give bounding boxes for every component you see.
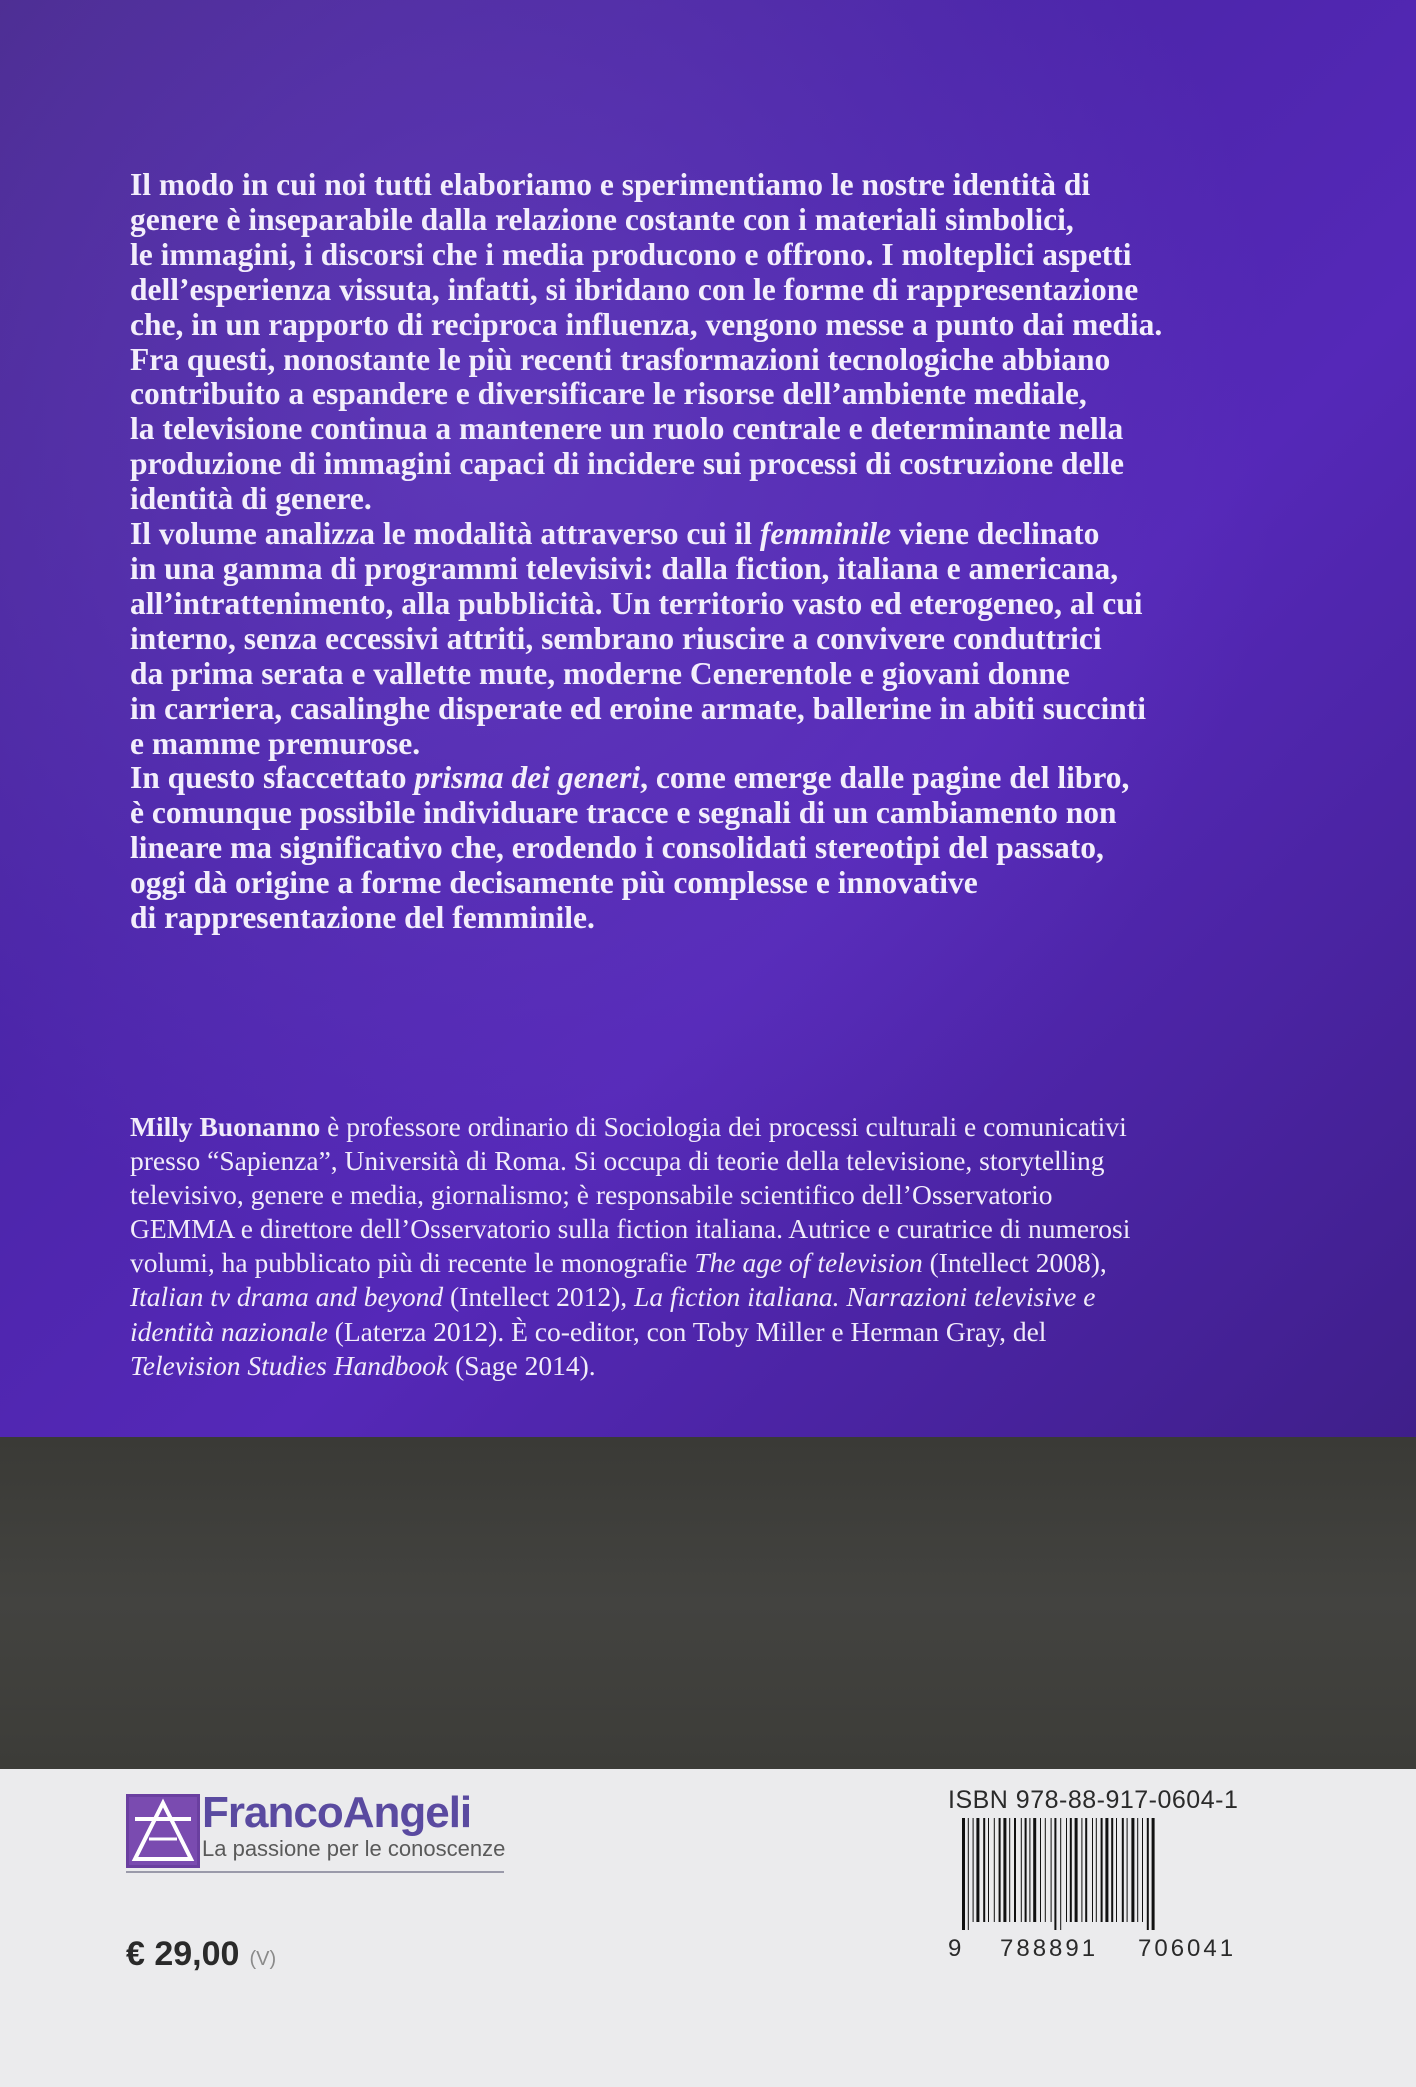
blurb-line: Il modo in cui noi tutti elaboriamo e sperimentiamo le nostre identità di: [130, 167, 1091, 202]
barcode-bar: [1127, 1818, 1128, 1922]
blurb: [130, 168, 1280, 936]
isbn-label: ISBN 978-88-917-0604-1: [948, 1786, 1239, 1814]
bio-text: (Sage 2014).: [448, 1349, 596, 1381]
barcode-bar: [1066, 1818, 1067, 1922]
barcode-digit-first: 9: [948, 1935, 962, 1962]
blurb-line: dell’esperienza vissuta, infatti, si ibridano con le forme di rappresentazione: [130, 271, 1139, 307]
barcode-bar: [973, 1818, 974, 1922]
barcode-bar: [999, 1818, 1001, 1922]
blurb-paragraph-1: [130, 168, 1280, 517]
blurb-line: all’intrattenimento, alla pubblicità. Un territorio vasto ed eterogeneo, al cui: [130, 585, 1143, 621]
barcode-bar: [962, 1818, 965, 1930]
book-title: Television Studies Handbook: [130, 1349, 449, 1381]
blurb-line: Fra questi, nonostante le più recenti trasformazioni tecnologiche abbiano: [130, 341, 1111, 377]
barcode-bar: [1025, 1818, 1027, 1922]
blurb-line: contribuito a espandere e diversificare le risorse dell’ambiente mediale,: [130, 376, 1087, 412]
publisher-logo: [126, 1788, 506, 1874]
bio-line: presso “Sapienza”, Università di Roma. Si occupa di teorie della televisione, storytelling: [130, 1145, 1105, 1177]
barcode-bar: [1111, 1818, 1113, 1922]
blurb-text: viene declinato: [891, 516, 1100, 552]
blurb-line: le immagini, i discorsi che i media producono e offrono. I molteplici aspetti: [130, 236, 1132, 272]
barcode-bar: [1070, 1818, 1072, 1922]
bio-line: [130, 1246, 1290, 1280]
bio-text: volumi, ha pubblicato più di recente le monografie: [130, 1247, 695, 1279]
price: [126, 1935, 276, 1974]
barcode-digits-left: 788891: [1000, 1935, 1099, 1962]
barcode-bar: [983, 1818, 985, 1922]
blurb-emphasis: prisma dei generi: [414, 760, 641, 796]
book-title: identità nazionale: [130, 1315, 328, 1347]
barcode-bar: [1152, 1818, 1155, 1930]
blurb-line: [130, 517, 1280, 552]
barcode-bar: [1045, 1818, 1046, 1922]
book-title: The age of television: [694, 1247, 923, 1279]
bio-text: (Intellect 2012),: [443, 1281, 635, 1313]
barcode-bar: [994, 1818, 995, 1922]
barcode-bar: [1075, 1818, 1078, 1922]
bio-text: (Intellect 2008),: [922, 1247, 1107, 1279]
book-title: Italian tv drama and beyond: [130, 1281, 444, 1313]
bio-line: televisivo, genere e media, giornalismo; è responsabile scientifico dell’Osservatorio: [130, 1179, 1053, 1211]
barcode-bar: [1003, 1818, 1006, 1922]
barcode-bar: [1092, 1818, 1093, 1922]
barcode-bar: [1105, 1818, 1108, 1922]
barcode-bar: [1033, 1818, 1036, 1922]
blurb-line: genere è inseparabile dalla relazione costante con i materiali simbolici,: [130, 201, 1074, 237]
barcode-bar: [1142, 1818, 1143, 1922]
barcode-bar: [1085, 1818, 1087, 1922]
barcode-bar: [1021, 1818, 1022, 1922]
bio-line: GEMMA e direttore dell’Osservatorio sulla fiction italiana. Autrice e curatrice di numerosi: [130, 1213, 1131, 1245]
price-amount: € 29,00: [126, 1935, 240, 1973]
blurb-paragraph-3: [130, 761, 1280, 936]
barcode-bar: [1131, 1818, 1134, 1922]
barcode-bar: [968, 1818, 969, 1930]
blurb-text: In questo sfaccettato: [130, 760, 415, 796]
blurb-text: , come emerge dalle pagine del libro,: [640, 760, 1130, 796]
barcode-bar: [1060, 1818, 1061, 1930]
author-name: Milly Buonanno: [130, 1111, 321, 1142]
barcode-bar: [1116, 1818, 1117, 1922]
blurb-line: interno, senza eccessivi attriti, sembrano riuscire a convivere conduttrici: [130, 620, 1102, 656]
barcode-bar: [1054, 1818, 1056, 1930]
barcode-bar: [1101, 1818, 1103, 1922]
dark-band: [0, 1437, 1416, 1769]
publisher-name: FrancoAngeli: [202, 1788, 472, 1837]
price-code: (V): [249, 1948, 277, 1970]
blurb-line: è comunque possibile individuare tracce e segnali di un cambiamento non: [130, 795, 1117, 831]
blurb-line: identità di genere.: [130, 481, 372, 517]
barcode-bar: [1029, 1818, 1030, 1922]
barcode-bar: [1137, 1818, 1138, 1922]
blurb-line: da prima serata e vallette mute, moderne Cenerentole e giovani donne: [130, 655, 1070, 691]
bio-line: [130, 1315, 1290, 1349]
blurb-text: Il volume analizza le modalità attraverso cui il: [130, 516, 760, 552]
barcode-bar: [1014, 1818, 1016, 1922]
publisher-tagline: La passione per le conoscenze: [202, 1836, 506, 1861]
bio-text: (Laterza 2012). È co-editor, con Toby Miller e Herman Gray, del: [327, 1315, 1047, 1347]
barcode-bar: [976, 1818, 979, 1922]
author-bio: [130, 1110, 1290, 1383]
blurb-line: che, in un rapporto di reciproca influenza, vengono messe a punto dai media.: [130, 306, 1163, 342]
barcode-digits-right: 706041: [1138, 1935, 1237, 1962]
barcode-bar: [1096, 1818, 1097, 1922]
blurb-line: produzione di immagini capaci di incidere sui processi di costruzione delle: [130, 446, 1125, 482]
blurb-line: oggi dà origine a forme decisamente più complesse e innovative: [130, 865, 978, 901]
divider: [126, 1871, 504, 1873]
barcode-bar: [1122, 1818, 1124, 1922]
blurb-emphasis: femminile: [759, 516, 892, 552]
barcode-bar: [1081, 1818, 1082, 1922]
blurb-line: [130, 761, 1280, 796]
barcode-bar: [1051, 1818, 1052, 1922]
barcode-bar: [1040, 1818, 1041, 1922]
book-title: La fiction italiana. Narrazioni televisive e: [634, 1281, 1096, 1313]
barcode-bar: [988, 1818, 989, 1922]
barcode-bar: [1147, 1818, 1149, 1930]
barcode: [948, 1818, 1278, 1930]
blurb-line: la televisione continua a mantenere un ruolo centrale e determinante nella: [130, 411, 1124, 447]
barcode-bar: [1009, 1818, 1010, 1922]
blurb-line: in una gamma di programmi televisivi: dalla fiction, italiana e americana,: [130, 550, 1119, 586]
bio-line: [130, 1110, 1290, 1144]
blurb-line: e mamme premurose.: [130, 725, 421, 761]
blurb-line: di rappresentazione del femminile.: [130, 900, 595, 936]
publisher-logo-icon: [126, 1794, 200, 1868]
bio-text: è professore ordinario di Sociologia dei processi culturali e comunicativi: [320, 1111, 1127, 1142]
bio-line: [130, 1280, 1290, 1314]
bio-line: [130, 1349, 1290, 1383]
blurb-paragraph-2: [130, 517, 1280, 761]
blurb-line: lineare ma significativo che, erodendo i consolidati stereotipi del passato,: [130, 830, 1104, 866]
blurb-line: in carriera, casalinghe disperate ed eroine armate, ballerine in abiti succinti: [130, 690, 1147, 726]
